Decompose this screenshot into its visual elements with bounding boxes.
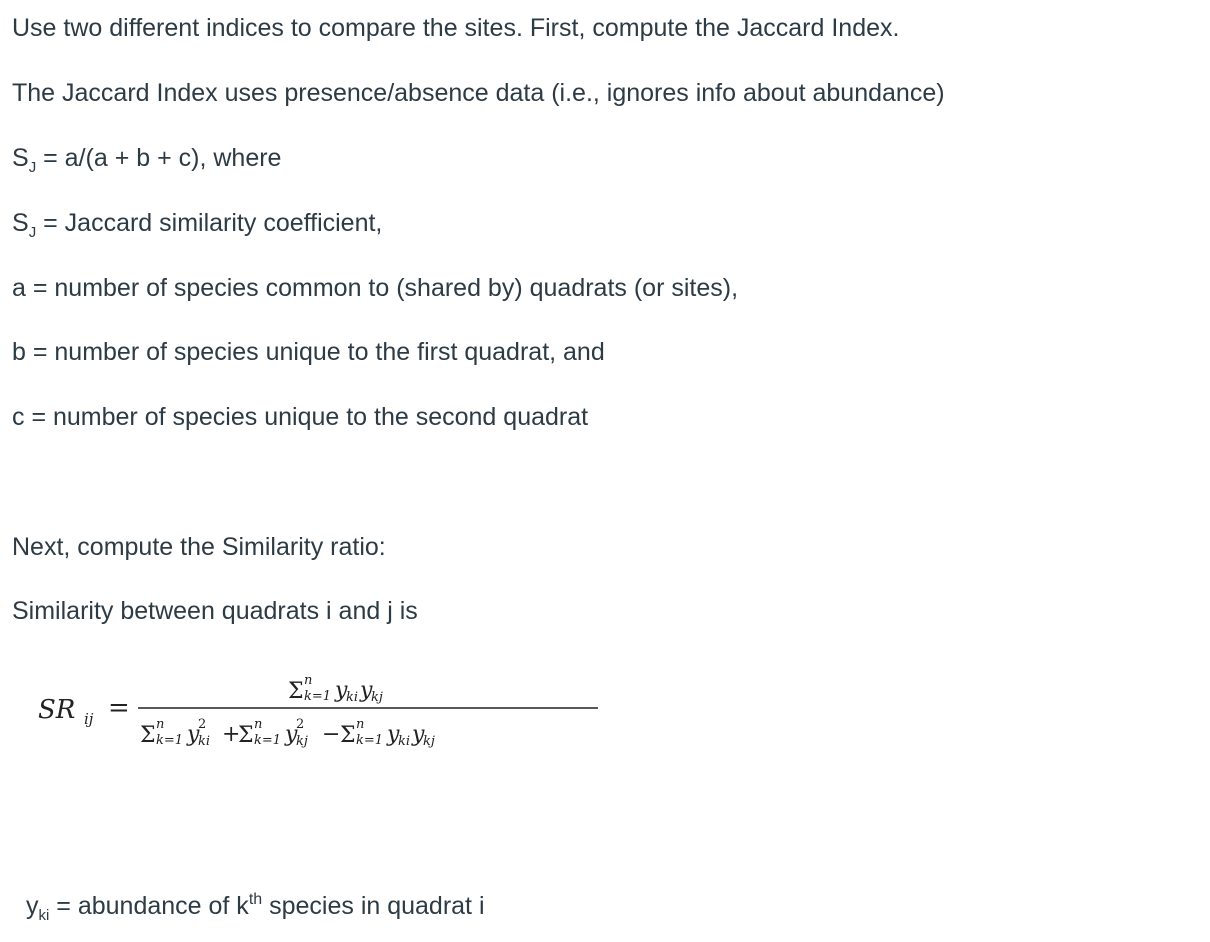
numerator-sum-lower: k=1 <box>304 689 332 704</box>
similarity-intro: Similarity between quadrats i and j is <box>12 597 418 625</box>
denominator-sum2-upper: n <box>254 717 263 732</box>
jaccard-subscript: J <box>28 159 37 176</box>
denominator-minus: − <box>322 722 341 747</box>
denominator-sum3-icon: Σ <box>340 723 356 748</box>
definition-b: b = number of species unique to the first quadrat, and <box>12 338 605 366</box>
numerator-sub2: kj <box>371 690 383 705</box>
sj-subscript: J <box>28 224 37 241</box>
formula-lhs-subscript: ij <box>84 710 94 728</box>
denominator-term1-var: y <box>187 722 200 747</box>
denominator-sum1-icon: Σ <box>140 723 156 748</box>
denominator-term2-var: y <box>285 722 298 747</box>
denominator-term1-sup: 2 <box>198 717 207 732</box>
yki-definition <box>26 885 485 931</box>
formula-equals: = <box>108 693 130 723</box>
jaccard-rhs: = a/(a + b + c), where <box>36 144 282 172</box>
denominator-sum2-lower: k=1 <box>254 733 282 748</box>
denominator-sum1-upper: n <box>156 717 165 732</box>
denominator-plus: + <box>222 722 241 747</box>
denominator-term2-sup: 2 <box>296 717 305 732</box>
yki-subscript: ki <box>38 907 50 924</box>
yki-text-before: = abundance of k <box>49 892 249 920</box>
intro-text: Use two different indices to compare the sites. First, compute the Jaccard Index. <box>12 14 900 42</box>
yki-text-after: species in quadrat i <box>262 892 485 920</box>
denominator-term1-sub: ki <box>198 734 211 749</box>
definition-a: a = number of species common to (shared by) quadrats (or sites), <box>12 274 739 302</box>
denominator-term3-var2: y <box>412 722 425 747</box>
denominator-term2-sub: kj <box>296 734 308 749</box>
jaccard-symbol: S <box>12 144 29 172</box>
denominator-sum3-lower: k=1 <box>356 733 384 748</box>
denominator-term3-sub2: kj <box>423 734 435 749</box>
yki-symbol: y <box>26 892 39 920</box>
jaccard-description: The Jaccard Index uses presence/absence data (i.e., ignores info about abundance) <box>12 79 945 107</box>
denominator-sum2-icon: Σ <box>238 723 254 748</box>
sj-symbol: S <box>12 209 29 237</box>
yki-superscript: th <box>248 891 263 908</box>
formula-lhs: SR <box>38 695 76 725</box>
numerator-sum-icon: Σ <box>288 679 304 704</box>
definition-sj <box>12 208 382 248</box>
similarity-ratio-formula <box>38 662 618 762</box>
definition-c: c = number of species unique to the second quadrat <box>12 403 589 431</box>
denominator <box>140 717 435 749</box>
numerator <box>288 673 383 705</box>
numerator-sub1: ki <box>346 690 359 705</box>
denominator-sum1-lower: k=1 <box>156 733 184 748</box>
denominator-sum3-upper: n <box>356 717 365 732</box>
sj-text: = Jaccard similarity coefficient, <box>36 209 383 237</box>
formula-svg <box>38 662 618 762</box>
denominator-term3-var1: y <box>387 722 400 747</box>
denominator-term3-sub1: ki <box>398 734 411 749</box>
numerator-y2: y <box>360 678 373 703</box>
next-step-text: Next, compute the Similarity ratio: <box>12 533 386 561</box>
jaccard-formula <box>12 143 281 183</box>
numerator-y1: y <box>335 678 348 703</box>
numerator-sum-upper: n <box>304 673 313 688</box>
